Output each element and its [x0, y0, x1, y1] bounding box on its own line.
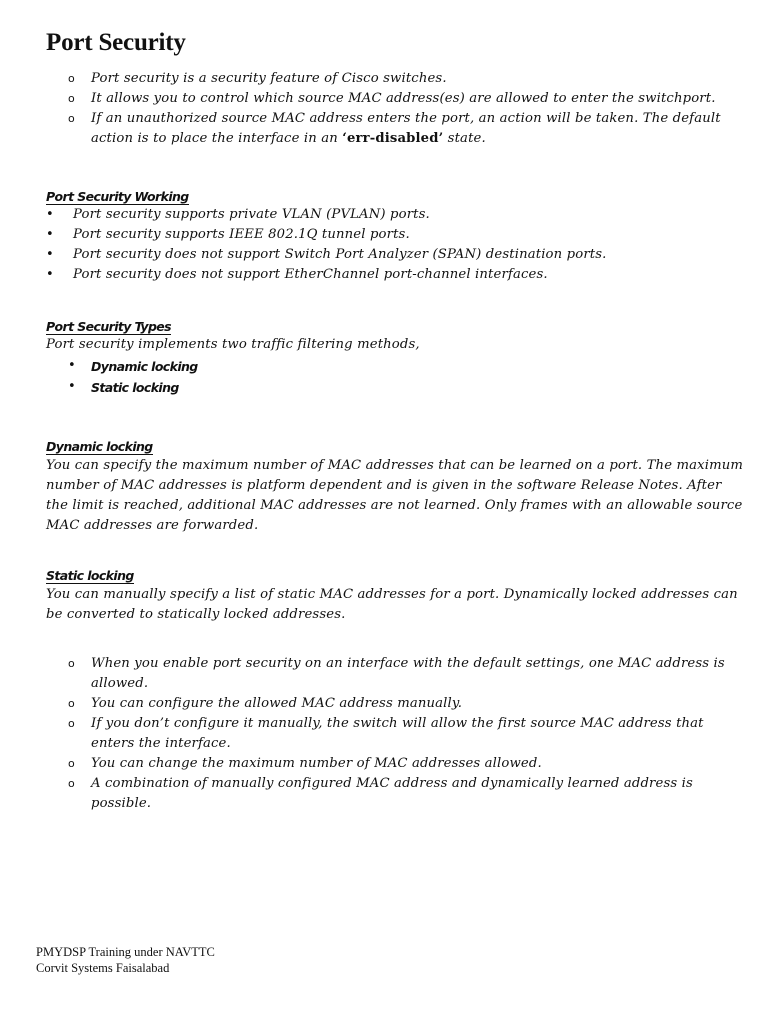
- disc-bullet-icon: •: [68, 379, 76, 394]
- list-item: o If you don’t configure it manually, the switch will allow the first source MAC address that enters the interface.: [68, 716, 704, 751]
- types-heading: Port Security Types: [46, 319, 172, 334]
- types-text: Port security implements two traffic filtering methods,: [46, 337, 420, 352]
- list-item: o You can change the maximum number of MAC addresses allowed.: [46, 754, 746, 774]
- intro-list: [46, 69, 746, 149]
- list-item: • Port security does not support EtherChannel port-channel interfaces.: [46, 265, 746, 285]
- dynamic-heading: Dynamic locking: [46, 439, 153, 454]
- list-item: o If an unauthorized source MAC address enters the port, an action will be taken. The default action is to place the interface in an ‘err-disabled’ state.: [68, 111, 721, 146]
- footer-line-company: Corvit Systems Faisalabad: [36, 961, 170, 975]
- list-item: • Port security supports private VLAN (PVLAN) ports.: [46, 205, 746, 225]
- list-item: o You can configure the allowed MAC address manually.: [46, 694, 746, 714]
- list-item: • Port security does not support Switch Port Analyzer (SPAN) destination ports.: [46, 245, 746, 265]
- list-item: o Port security is a security feature of Cisco switches.: [46, 69, 746, 89]
- working-list: [46, 205, 746, 285]
- circle-bullet-icon: o: [68, 92, 75, 105]
- disc-bullet-icon: •: [68, 358, 76, 373]
- disc-bullet-icon: •: [46, 227, 54, 242]
- static-heading: Static locking: [46, 568, 134, 583]
- list-item: • Static locking: [68, 379, 179, 395]
- circle-bullet-icon: o: [68, 657, 75, 670]
- list-item: o When you enable port security on an interface with the default settings, one MAC address is allowed.: [68, 656, 725, 691]
- notes-list: [46, 654, 746, 814]
- page-footer: [36, 944, 215, 976]
- circle-bullet-icon: o: [68, 777, 75, 790]
- circle-bullet-icon: o: [68, 717, 75, 730]
- static-text: You can manually specify a list of static MAC addresses for a port. Dynamically locked addresses can be converted to statically locked addresses.: [46, 587, 738, 622]
- disc-bullet-icon: •: [46, 247, 54, 262]
- circle-bullet-icon: o: [68, 72, 75, 85]
- err-disabled-term: ‘err-disabled’: [342, 131, 444, 146]
- types-list: [46, 356, 446, 398]
- list-item: o It allows you to control which source MAC address(es) are allowed to enter the switchport.: [46, 89, 746, 109]
- footer-line-training: PMYDSP Training under NAVTTC: [36, 945, 215, 959]
- page-title: Port Security: [46, 29, 186, 56]
- list-item: o A combination of manually configured MAC address and dynamically learned address is possible.: [68, 776, 693, 811]
- circle-bullet-icon: o: [68, 757, 75, 770]
- circle-bullet-icon: o: [68, 112, 75, 125]
- disc-bullet-icon: •: [46, 207, 54, 222]
- dynamic-text: You can specify the maximum number of MAC addresses that can be learned on a port. The maximum number of MAC addresses is platform dependent and is given in the software Release Notes. After the limit is reached, additional MAC addresses are not learned. Only frames with an allowable source MAC addresses are forwarded.: [46, 458, 744, 533]
- list-item: • Port security supports IEEE 802.1Q tunnel ports.: [46, 225, 746, 245]
- list-item: • Dynamic locking: [68, 358, 198, 374]
- circle-bullet-icon: o: [68, 697, 75, 710]
- disc-bullet-icon: •: [46, 267, 54, 282]
- working-heading: Port Security Working: [46, 189, 189, 204]
